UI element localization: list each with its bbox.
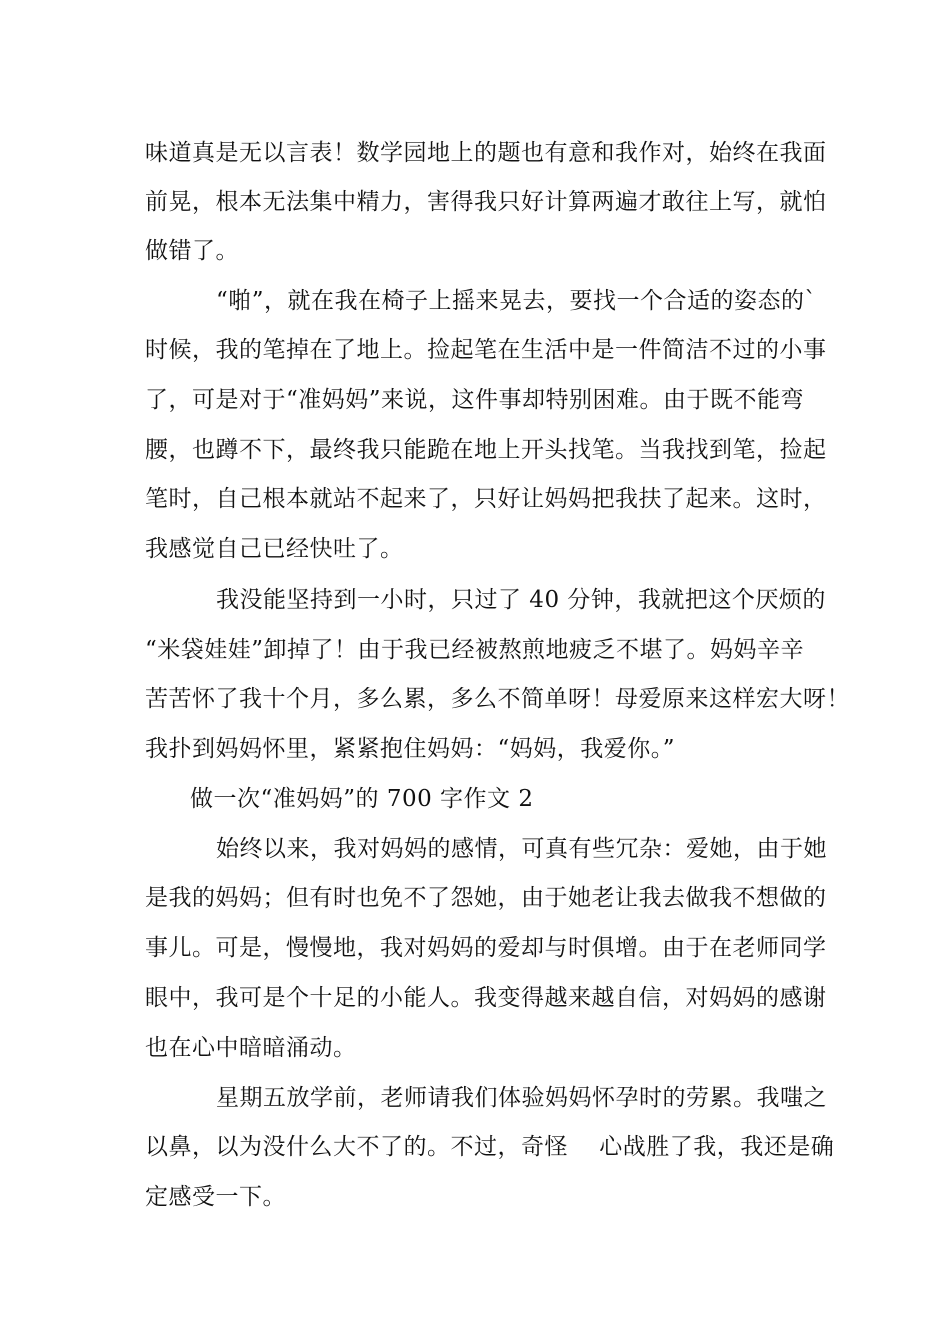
section-heading: 做一次“准妈妈”的 700 字作文 2 (190, 786, 534, 812)
text-line: “啪”，就在我在椅子上摇来晃去，要找一个合适的姿态的` (216, 288, 817, 314)
text-line: 定感受一下。 (145, 1184, 286, 1210)
text-line: 以鼻，以为没什么大不了的。不过，奇怪 心战胜了我，我还是确 (145, 1134, 835, 1160)
text-line: 我感觉自己已经快吐了。 (145, 536, 404, 562)
text-line: 腰，也蹲不下，最终我只能跪在地上开头找笔。当我找到笔，捡起 (145, 437, 827, 463)
text-line: 笔时，自己根本就站不起来了，只好让妈妈把我扶了起来。这时， (145, 486, 827, 512)
text-line: 星期五放学前，老师请我们体验妈妈怀孕时的劳累。我嗤之 (216, 1085, 827, 1111)
text-line: “米袋娃娃”卸掉了！由于我已经被熬煎地疲乏不堪了。妈妈辛辛 (145, 637, 805, 663)
text-line: 我没能坚持到一小时，只过了 40 分钟，我就把这个厌烦的 (216, 587, 826, 613)
text-line: 时候，我的笔掉在了地上。捡起笔在生活中是一件简洁不过的小事 (145, 337, 827, 363)
text-line: 味道真是无以言表！数学园地上的题也有意和我作对，始终在我面 (145, 140, 827, 166)
text-line: 眼中，我可是个十足的小能人。我变得越来越自信，对妈妈的感谢 (145, 985, 827, 1011)
text-line: 事儿。可是，慢慢地，我对妈妈的爱却与时俱增。由于在老师同学 (145, 935, 827, 961)
text-line: 做错了。 (145, 238, 239, 264)
text-line: 前晃，根本无法集中精力，害得我只好计算两遍才敢往上写，就怕 (145, 189, 827, 215)
text-line: 我扑到妈妈怀里，紧紧抱住妈妈：“妈妈，我爱你。” (145, 736, 676, 762)
text-line: 了，可是对于“准妈妈”来说，这件事却特别困难。由于既不能弯 (145, 387, 805, 413)
text-line: 始终以来，我对妈妈的感情，可真有些冗杂：爱她，由于她 (216, 836, 827, 862)
text-line: 是我的妈妈；但有时也免不了怨她，由于她老让我去做我不想做的 (145, 885, 827, 911)
text-line: 苦苦怀了我十个月，多么累，多么不简单呀！母爱原来这样宏大呀！ (145, 686, 850, 712)
text-line: 也在心中暗暗涌动。 (145, 1035, 357, 1061)
